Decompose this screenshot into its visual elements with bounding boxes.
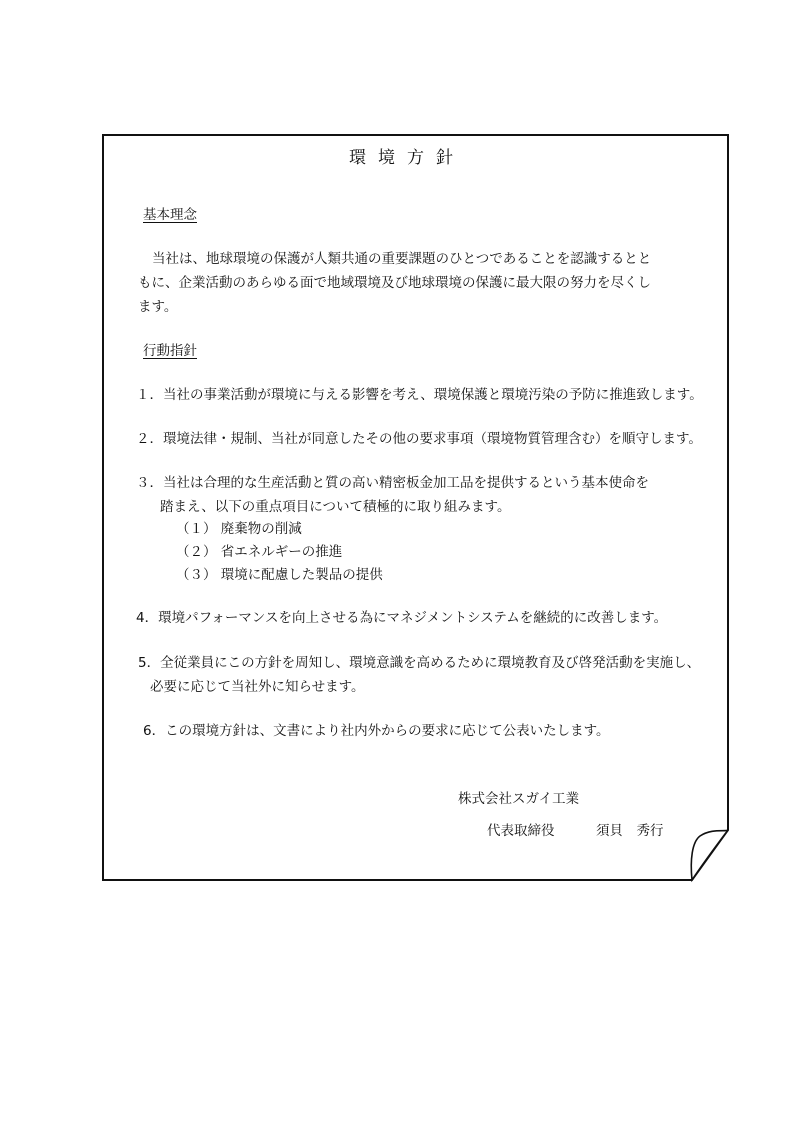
- representative-name: 須貝 秀行: [596, 823, 664, 839]
- policy-item-4: 4．環境パフォーマンスを向上させる為にマネジメントシステムを継続的に改善します。: [136, 610, 668, 626]
- policy-item-2: ２．環境法律・規制、当社が同意したその他の要求事項（環境物質管理含む）を順守します。: [136, 431, 702, 447]
- basic-philosophy-heading: 基本理念: [143, 207, 197, 223]
- policy-item-6: 6．この環境方針は、文書により社内外からの要求に応じて公表いたします。: [143, 723, 610, 739]
- action-policy-heading: 行動指針: [143, 343, 197, 359]
- policy-item-3-continuation: 踏まえ、以下の重点項目について積極的に取り組みます。: [160, 499, 511, 515]
- policy-item-5-continuation: 必要に応じて当社外に知らせます。: [150, 679, 365, 695]
- policy-item-3: ３．当社は合理的な生産活動と質の高い精密板金加工品を提供するという基本使命を: [136, 475, 649, 491]
- basic-philosophy-line: ます。: [138, 299, 178, 315]
- policy-item-1: １．当社の事業活動が環境に与える影響を考え、環境保護と環境汚染の予防に推進致します。: [136, 387, 703, 403]
- page-title: 環境方針: [349, 148, 465, 168]
- policy-subitem: （１） 廃棄物の削減: [176, 521, 302, 537]
- representative-title: 代表取締役: [487, 823, 555, 839]
- basic-philosophy-line: もに、企業活動のあらゆる面で地域環境及び地球環境の保護に最大限の努力を尽くし: [138, 275, 651, 291]
- basic-philosophy-line: 当社は、地球環境の保護が人類共通の重要課題のひとつであることを認識するとと: [152, 251, 652, 267]
- company-name: 株式会社スガイ工業: [458, 791, 580, 807]
- policy-subitem: （２） 省エネルギーの推進: [176, 544, 343, 560]
- policy-subitem: （３） 環境に配慮した製品の提供: [176, 567, 383, 583]
- policy-item-5: 5．全従業員にこの方針を周知し、環境意識を高めるために環境教育及び啓発活動を実施し、: [138, 655, 701, 671]
